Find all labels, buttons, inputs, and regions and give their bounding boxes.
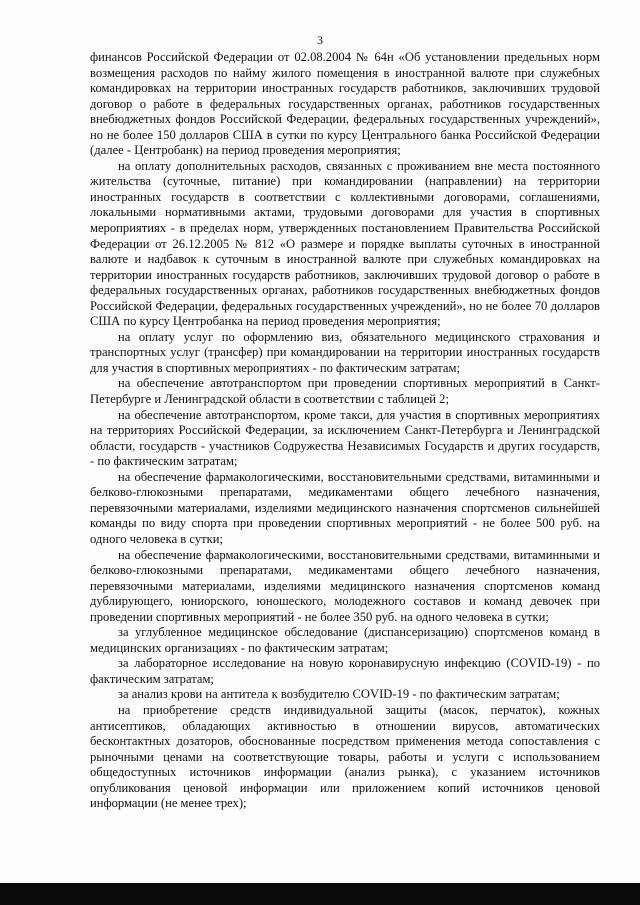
paragraph: на приобретение средств индивидуальной защиты (масок, перчаток), кожных антисептиков, обладающих активностью в отношении вирусов, автоматических бесконтактных дозаторов, обоснованные посредством применения метода сопоставления с рыночными ценами на соответствующие товары, работы и услуги с использованием общедоступных источников информации (анализ рынка), с указанием источников опубликования ценовой информации или приложением копий источников ценовой информации (не менее трех); [90, 702, 600, 811]
scan-edge-bar [0, 883, 640, 905]
paragraph-continuation: финансов Российской Федерации от 02.08.2004 № 64н «Об установлении предельных норм возмещения расходов по найму жилого помещения в иностранной валюте при служебных командировках на территории иностранных государств работников, заключивших трудовой договор о работе в федеральных государственных органах, работников государственных внебюджетных фондов Российской Федерации, федеральных государственных учреждений», но не более 150 долларов США в сутки по курсу Центрального банка Российской Федерации (далее - Центробанк) на период проведения мероприятия; [90, 50, 600, 158]
paragraph: за лабораторное исследование на новую коронавирусную инфекцию (COVID-19) - по фактическим затратам; [90, 656, 600, 686]
paragraph: на оплату услуг по оформлению виз, обязательного медицинского страхования и транспортных услуг (трансфер) при командировании на территории иностранных государств для участия в спортивных мероприятиях - по фактическим затратам; [90, 329, 600, 375]
page-number: 3 [317, 33, 323, 47]
paragraph: на оплату дополнительных расходов, связанных с проживанием вне места постоянного жительства (суточные, питание) при командировании (направлении) на территории иностранных государств в соответствии с коллективными договорами, соглашениями, локальными нормативными актами, трудовыми договорами для участия в спортивных мероприятиях - в пределах норм, утвержденных постановлением Правительства Российской Федерации от 26.12.2005 № 812 «О размере и порядке выплаты суточных в иностранной валюте и надбавок к суточным в иностранной валюте при служебных командировках на территории иностранных государств работников, заключивших трудовой договор о работе в федеральных государственных органах, работников государственных внебюджетных фондов Российской Федерации, федеральных государственных учреждений», но не более 70 долларов США по курсу Центробанка на период проведения мероприятия; [90, 158, 600, 329]
paragraph: на обеспечение фармакологическими, восстановительными средствами, витаминными и белково-глюкозными препаратами, медикаментами общего лечебного назначения, перевязочными материалами, изделиями медицинского назначения спортсменов команд дублирующего, юниорского, юношеского, молодежного составов и команд девочек при проведении спортивных мероприятий - не более 350 руб. на одного человека в сутки; [90, 547, 600, 624]
document-body [90, 50, 600, 812]
paragraph: на обеспечение фармакологическими, восстановительными средствами, витаминными и белково-глюкозными препаратами, медикаментами общего лечебного назначения, перевязочными материалами, изделиями медицинского назначения спортсменов сильнейшей команды по виду спорта при проведении спортивных мероприятий - не более 500 руб. на одного человека в сутки; [90, 469, 600, 546]
paragraph: за углубленное медицинское обследование (диспансеризацию) спортсменов команд в медицинских организациях - по фактическим затратам; [90, 625, 600, 655]
paragraph: на обеспечение автотранспортом при проведении спортивных мероприятий в Санкт-Петербурге и Ленинградской области в соответствии с таблицей 2; [90, 376, 600, 407]
paragraph: за анализ крови на антитела к возбудителю COVID-19 - по фактическим затратам; [118, 687, 560, 702]
paragraph: на обеспечение автотранспортом, кроме такси, для участия в спортивных мероприятиях на территориях Российской Федерации, за исключением Санкт-Петербурга и Ленинградской области, государств - участников Содружества Независимых Государств и других государств, - по фактическим затратам; [90, 407, 600, 469]
